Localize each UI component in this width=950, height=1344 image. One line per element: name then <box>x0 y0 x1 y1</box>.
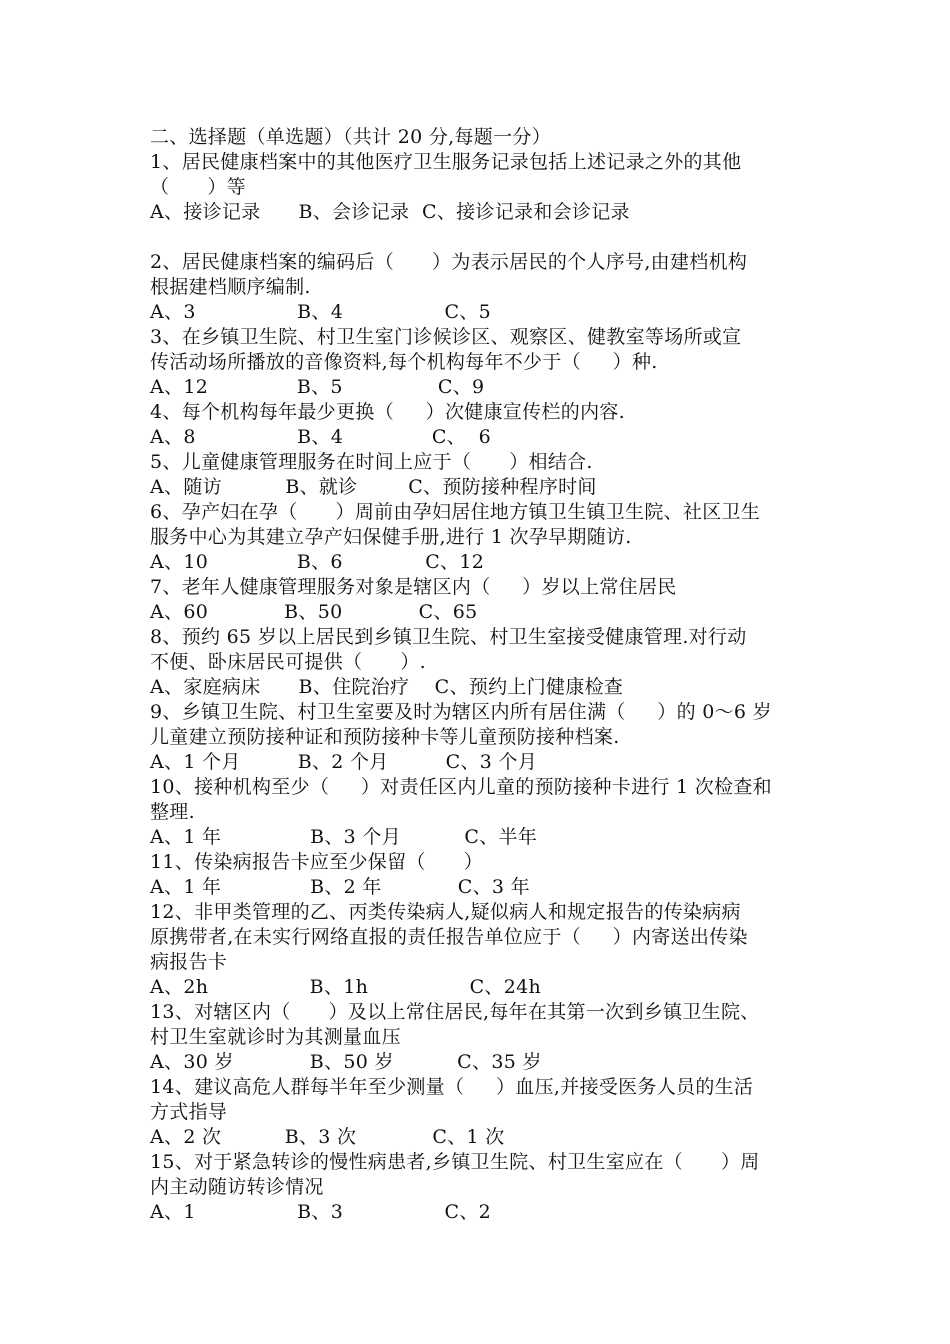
question-stem-line: 10、接种机构至少（ ）对责任区内儿童的预防接种卡进行 1 次检查和 <box>150 776 772 798</box>
question-options: A、随访 B、就诊 C、预防接种程序时间 <box>150 476 597 498</box>
question-options: A、3 B、4 C、5 <box>150 301 492 323</box>
question-options: A、1 年 B、2 年 C、3 年 <box>150 876 530 898</box>
question-options: A、2 次 B、3 次 C、1 次 <box>150 1126 505 1148</box>
question-options: A、1 年 B、3 个月 C、半年 <box>150 826 538 848</box>
question-5 <box>150 450 810 500</box>
question-options: A、60 B、50 C、65 <box>150 601 478 623</box>
question-options: A、30 岁 B、50 岁 C、35 岁 <box>150 1051 542 1073</box>
question-9 <box>150 700 810 775</box>
question-options: A、1 B、3 C、2 <box>150 1201 492 1223</box>
question-stem-line: 12、非甲类管理的乙、丙类传染病人,疑似病人和规定报告的传染病病 <box>150 901 741 923</box>
question-8 <box>150 625 810 700</box>
question-stem-line: 村卫生室就诊时为其测量血压 <box>150 1026 401 1048</box>
question-stem-line: 根据建档顺序编制. <box>150 276 311 298</box>
question-14 <box>150 1075 810 1150</box>
question-stem-line: 传活动场所播放的音像资料,每个机构每年不少于（ ）种. <box>150 351 658 373</box>
question-stem-line: 服务中心为其建立孕产妇保健手册,进行 1 次孕早期随访. <box>150 526 632 548</box>
question-10 <box>150 775 810 850</box>
question-7 <box>150 575 810 625</box>
question-options: A、10 B、6 C、12 <box>150 551 485 573</box>
question-3 <box>150 325 810 400</box>
question-options: A、8 B、4 C、 6 <box>150 426 492 448</box>
question-stem-line: 11、传染病报告卡应至少保留（ ） <box>150 851 484 873</box>
question-stem-line: 内主动随访转诊情况 <box>150 1176 324 1198</box>
question-stem-line: 7、老年人健康管理服务对象是辖区内（ ）岁以上常住居民 <box>150 576 677 598</box>
question-options: A、家庭病床 B、住院治疗 C、预约上门健康检查 <box>150 676 624 698</box>
question-stem-line: 14、建议高危人群每半年至少测量（ ）血压,并接受医务人员的生活 <box>150 1076 754 1098</box>
question-11 <box>150 850 810 900</box>
question-stem-line: 1、居民健康档案中的其他医疗卫生服务记录包括上述记录之外的其他 <box>150 151 742 173</box>
question-stem-line: 9、乡镇卫生院、村卫生室要及时为辖区内所有居住满（ ）的 0～6 岁 <box>150 701 772 723</box>
question-2 <box>150 250 810 325</box>
question-stem-line: 整理. <box>150 801 195 823</box>
question-stem-line: （ ）等 <box>150 176 246 198</box>
question-options: A、2h B、1h C、24h <box>150 976 542 998</box>
question-4 <box>150 400 810 450</box>
question-stem-line: 不便、卧床居民可提供（ ）. <box>150 651 426 673</box>
question-stem-line: 儿童建立预防接种证和预防接种卡等儿童预防接种档案. <box>150 726 620 748</box>
question-1 <box>150 150 810 225</box>
question-stem-line: 原携带者,在未实行网络直报的责任报告单位应于（ ）内寄送出传染 <box>150 926 748 948</box>
question-stem-line: 2、居民健康档案的编码后（ ）为表示居民的个人序号,由建档机构 <box>150 251 748 273</box>
question-stem-line: 病报告卡 <box>150 951 228 973</box>
blank-gap <box>150 225 810 250</box>
question-12 <box>150 900 810 1000</box>
question-options: A、1 个月 B、2 个月 C、3 个月 <box>150 751 538 773</box>
question-options: A、接诊记录 B、会诊记录 C、接诊记录和会诊记录 <box>150 201 630 223</box>
question-stem-line: 3、在乡镇卫生院、村卫生室门诊候诊区、观察区、健教室等场所或宣 <box>150 326 742 348</box>
question-stem-line: 4、每个机构每年最少更换（ ）次健康宣传栏的内容. <box>150 401 626 423</box>
question-stem-line: 5、儿童健康管理服务在时间上应于（ ）相结合. <box>150 451 593 473</box>
question-stem-line: 6、孕产妇在孕（ ）周前由孕妇居住地方镇卫生镇卫生院、社区卫生 <box>150 501 761 523</box>
question-stem-line: 15、对于紧急转诊的慢性病患者,乡镇卫生院、村卫生室应在（ ）周 <box>150 1151 760 1173</box>
section-title: 二、选择题（单选题）（共计 20 分,每题一分） <box>150 126 551 148</box>
question-options: A、12 B、5 C、9 <box>150 376 485 398</box>
question-stem-line: 8、预约 65 岁以上居民到乡镇卫生院、村卫生室接受健康管理.对行动 <box>150 626 747 648</box>
document-page <box>150 125 810 1225</box>
question-15 <box>150 1150 810 1225</box>
question-stem-line: 方式指导 <box>150 1101 228 1123</box>
question-6 <box>150 500 810 575</box>
question-stem-line: 13、对辖区内（ ）及以上常住居民,每年在其第一次到乡镇卫生院、 <box>150 1001 760 1023</box>
question-13 <box>150 1000 810 1075</box>
